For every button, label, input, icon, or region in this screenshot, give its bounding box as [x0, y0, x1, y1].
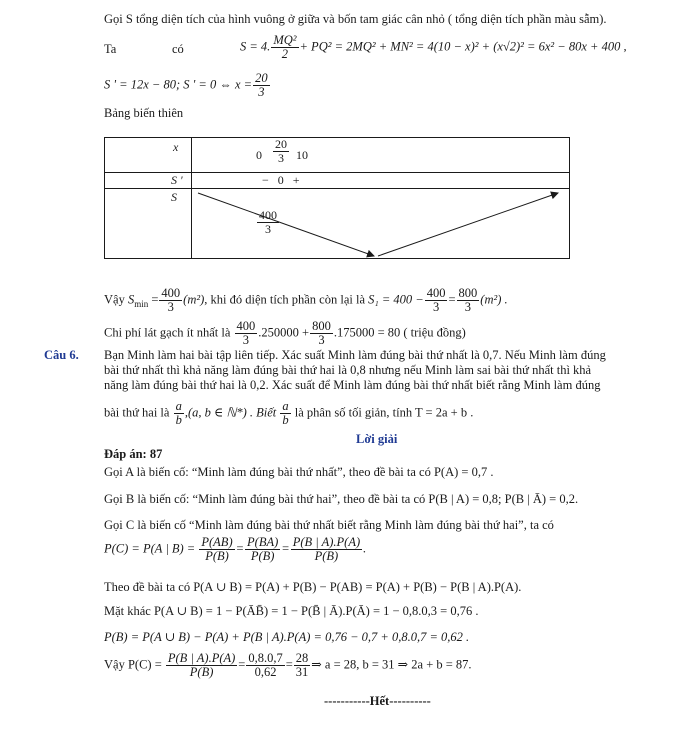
s-arrows: [192, 189, 570, 259]
end-marker: -----------Hết----------: [324, 694, 431, 708]
answer: Đáp án: 87: [104, 447, 163, 461]
union-formula: Theo đề bài ta có P(A ∪ B) = P(A) + P(B) − P(AB) = P(A) + P(B) − P(B | A).P(A).: [104, 580, 522, 594]
event-b-definition: Gọi B là biến cố: “Minh làm đúng bài thứ hai”, theo đề bài ta có P(B | A) = 0,8; P(B | Ā) = 0,2.: [104, 492, 579, 506]
pc-formula: P(C) = P(A | B) = $\frac{P(AB)}{P(B)}$ = $\frac{P(BA)}{P(B)}$ = $\frac{P(B | A).P(A)}{P(B)}$ .: [104, 535, 367, 563]
event-c-definition: Gọi C là biến cố “Minh làm đúng bài thứ nhất biết rằng Minh làm đúng bài thứ hai”, ta có: [104, 518, 554, 532]
ta-label: Ta: [104, 42, 117, 56]
cost-line: Chi phí lát gạch ít nhất là $\frac{400}{3}$ .250000 + $\frac{800}{3}$ .175000 = 80 ( triệu đồng): [104, 319, 466, 347]
variation-arrows: [192, 189, 570, 259]
increasing-arrow: [378, 193, 558, 256]
decreasing-arrow: [198, 193, 374, 256]
intro-line: Gọi S tổng diện tích của hình vuông ở giữa và bốn tam giác cân nhỏ ( tổng diện tích phần màu sẫm).: [104, 12, 607, 26]
smin-line: Vậy $S_{min}$ = $\frac{400}{3}$ (m²), khi đó diện tích phần còn lại là S₁ = 400 − $\frac{400}{3}$ = $\frac{800}{3}$ (m²) .: [104, 286, 508, 314]
co-label: có: [172, 42, 184, 56]
event-a-definition: Gọi A là biến cố: “Minh làm đúng bài thứ nhất”, theo đề bài ta có P(A) = 0,7 .: [104, 465, 494, 479]
sp-header: S ': [105, 173, 192, 189]
s-formula: S = 4. $\frac{\text{MQ²}}{2}$ + PQ² = 2MQ² + MN² = 4(10 − x)² + (x√2)² = 6x² − 80x + 400 ,: [240, 33, 627, 61]
sp-signs: − 0 +: [192, 173, 570, 189]
min-value: $\frac{400}{3}$: [259, 208, 277, 236]
s-header: S: [105, 189, 192, 259]
question-label: Câu 6.: [44, 348, 79, 362]
question-line: bài thứ hai là $\frac{a}{b}$ ,(a, b ∈ ℕ*) . Biết $\frac{a}{b}$ là phân số tối giản, tính T = 2a + b .: [104, 399, 474, 427]
derivative-line: S ' = 12x − 80; S ' = 0 ⇔ x = $\frac{20}{3}$: [104, 71, 268, 99]
x-header: x: [105, 138, 192, 173]
question-line: năng làm đúng bài thứ hai là 0,2. Xác suất để Minh làm đúng bài thứ nhất biết rằng Minh làm đúng: [104, 378, 601, 392]
pb-formula: P(B) = P(A ∪ B) − P(A) + P(B | A).P(A) = 0,76 − 0,7 + 0,8.0,7 = 0,62 .: [104, 630, 470, 644]
question-line: Bạn Minh làm hai bài tập liên tiếp. Xác suất Minh làm đúng bài thứ nhất là 0,7. Nếu Minh làm đúng: [104, 348, 606, 362]
bbt-label: Bảng biến thiên: [104, 106, 184, 120]
x-values: 0 $\frac{20}{3}$ 10: [192, 138, 570, 173]
solution-title: Lời giải: [356, 432, 398, 446]
variation-table: [104, 137, 570, 259]
question-line: bài thứ nhất thì khả năng làm đúng bài thứ hai là 0,8 nhưng nếu Minh làm sai bài thứ nhất thì khả: [104, 363, 592, 377]
complement-formula: Mặt khác P(A ∪ B) = 1 − P(ĀB̄) = 1 − P(B̄ | Ā).P(Ā) = 1 − 0,8.0,3 = 0,76 .: [104, 604, 479, 618]
final-formula: Vậy P(C) = $\frac{P(B | A).P(A)}{P(B)}$ = $\frac{0,8.0,7}{0,62}$ = $\frac{28}{31}$ ⇒ a = 28, b = 31 ⇒ 2a + b = 87.: [104, 651, 472, 679]
